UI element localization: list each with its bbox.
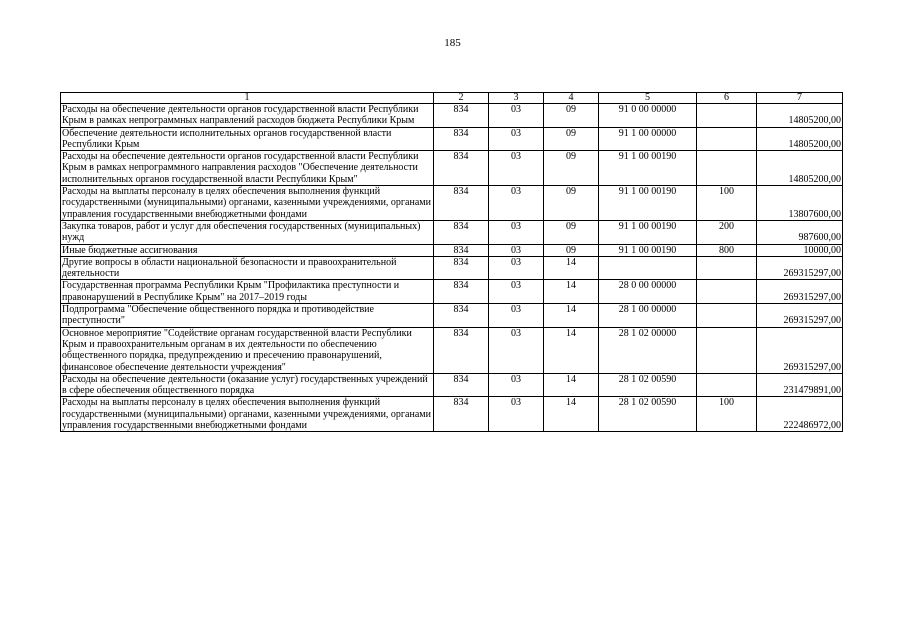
column-header: 3 <box>489 93 544 104</box>
ministry-code-cell: 834 <box>434 280 489 304</box>
expense-type-cell: 100 <box>697 186 757 221</box>
section-code-cell: 03 <box>489 186 544 221</box>
table-row <box>61 244 843 256</box>
table-row <box>61 220 843 244</box>
amount-cell: 14805200,00 <box>757 151 843 186</box>
subsection-code-cell: 09 <box>544 104 599 128</box>
expense-type-cell <box>697 304 757 328</box>
ministry-code-cell: 834 <box>434 373 489 397</box>
expense-type-cell <box>697 256 757 280</box>
ministry-code-cell: 834 <box>434 186 489 221</box>
ministry-code-cell: 834 <box>434 104 489 128</box>
expense-name-cell: Основное мероприятие "Содействие органам государственной власти Республики Крым и правоохранительным органам в их деятельности по обеспечению общественного порядка, предупреждению и пресечению правонарушений, финансовое обеспечение деятельности учреждения" <box>61 327 434 373</box>
ministry-code-cell: 834 <box>434 256 489 280</box>
amount-cell: 269315297,00 <box>757 280 843 304</box>
target-article-cell: 28 1 02 00590 <box>599 397 697 432</box>
amount-cell: 269315297,00 <box>757 304 843 328</box>
table-body <box>61 104 843 432</box>
table-row <box>61 304 843 328</box>
target-article-cell: 28 1 00 00000 <box>599 304 697 328</box>
page-number: 185 <box>444 37 461 49</box>
target-article-cell: 28 1 02 00000 <box>599 327 697 373</box>
expense-type-cell <box>697 151 757 186</box>
amount-cell: 14805200,00 <box>757 104 843 128</box>
expense-name-cell: Другие вопросы в области национальной безопасности и правоохранительной деятельности <box>61 256 434 280</box>
column-header: 7 <box>757 93 843 104</box>
expense-name-cell: Расходы на обеспечение деятельности (оказание услуг) государственных учреждений в сфере обеспечения общественного порядка <box>61 373 434 397</box>
section-code-cell: 03 <box>489 220 544 244</box>
ministry-code-cell: 834 <box>434 397 489 432</box>
table-row <box>61 186 843 221</box>
section-code-cell: 03 <box>489 151 544 186</box>
target-article-cell: 91 1 00 00190 <box>599 220 697 244</box>
expense-type-cell <box>697 127 757 151</box>
column-header: 5 <box>599 93 697 104</box>
column-header: 6 <box>697 93 757 104</box>
expense-name-cell: Государственная программа Республики Крым "Профилактика преступности и правонарушений в Республике Крым" на 2017–2019 годы <box>61 280 434 304</box>
section-code-cell: 03 <box>489 244 544 256</box>
amount-cell: 14805200,00 <box>757 127 843 151</box>
subsection-code-cell: 14 <box>544 397 599 432</box>
amount-cell: 987600,00 <box>757 220 843 244</box>
expense-type-cell <box>697 373 757 397</box>
expense-name-cell: Подпрограмма "Обеспечение общественного порядка и противодействие преступности" <box>61 304 434 328</box>
table-row <box>61 373 843 397</box>
ministry-code-cell: 834 <box>434 220 489 244</box>
budget-table <box>60 92 843 432</box>
expense-name-cell: Расходы на обеспечение деятельности органов государственной власти Республики Крым в рамках непрограммного направления расходов "Обеспечение деятельности исполнительных органов государственной власти Республики Крым" <box>61 151 434 186</box>
subsection-code-cell: 09 <box>544 244 599 256</box>
table-row <box>61 256 843 280</box>
section-code-cell: 03 <box>489 304 544 328</box>
ministry-code-cell: 834 <box>434 127 489 151</box>
target-article-cell: 91 0 00 00000 <box>599 104 697 128</box>
target-article-cell: 28 1 02 00590 <box>599 373 697 397</box>
section-code-cell: 03 <box>489 373 544 397</box>
target-article-cell: 91 1 00 00000 <box>599 127 697 151</box>
section-code-cell: 03 <box>489 327 544 373</box>
section-code-cell: 03 <box>489 256 544 280</box>
subsection-code-cell: 09 <box>544 186 599 221</box>
ministry-code-cell: 834 <box>434 244 489 256</box>
column-header: 2 <box>434 93 489 104</box>
expense-name-cell: Расходы на выплаты персоналу в целях обеспечения выполнения функций государственными (муниципальными) органами, казенными учреждениями, органами управления государственными внебюджетными фондами <box>61 186 434 221</box>
table-row <box>61 327 843 373</box>
expense-type-cell: 200 <box>697 220 757 244</box>
amount-cell: 269315297,00 <box>757 256 843 280</box>
target-article-cell: 91 1 00 00190 <box>599 151 697 186</box>
amount-cell: 222486972,00 <box>757 397 843 432</box>
amount-cell: 13807600,00 <box>757 186 843 221</box>
section-code-cell: 03 <box>489 280 544 304</box>
table-row <box>61 280 843 304</box>
subsection-code-cell: 09 <box>544 220 599 244</box>
section-code-cell: 03 <box>489 104 544 128</box>
section-code-cell: 03 <box>489 127 544 151</box>
table-row <box>61 104 843 128</box>
subsection-code-cell: 14 <box>544 256 599 280</box>
subsection-code-cell: 14 <box>544 327 599 373</box>
expense-type-cell <box>697 327 757 373</box>
expense-name-cell: Закупка товаров, работ и услуг для обеспечения государственных (муниципальных) нужд <box>61 220 434 244</box>
section-code-cell: 03 <box>489 397 544 432</box>
target-article-cell: 91 1 00 00190 <box>599 186 697 221</box>
expense-name-cell: Расходы на обеспечение деятельности органов государственной власти Республики Крым в рамках непрограммных направлений расходов бюджета Республики Крым <box>61 104 434 128</box>
subsection-code-cell: 14 <box>544 304 599 328</box>
expense-name-cell: Расходы на выплаты персоналу в целях обеспечения выполнения функций государственными (муниципальными) органами, казенными учреждениями, органами управления государственными внебюджетными фондами <box>61 397 434 432</box>
amount-cell: 231479891,00 <box>757 373 843 397</box>
amount-cell: 10000,00 <box>757 244 843 256</box>
amount-cell: 269315297,00 <box>757 327 843 373</box>
expense-name-cell: Иные бюджетные ассигнования <box>61 244 434 256</box>
ministry-code-cell: 834 <box>434 304 489 328</box>
expense-name-cell: Обеспечение деятельности исполнительных органов государственной власти Республики Крым <box>61 127 434 151</box>
subsection-code-cell: 14 <box>544 373 599 397</box>
table-header-row <box>61 93 843 104</box>
table-row <box>61 127 843 151</box>
ministry-code-cell: 834 <box>434 151 489 186</box>
expense-type-cell: 100 <box>697 397 757 432</box>
subsection-code-cell: 14 <box>544 280 599 304</box>
target-article-cell <box>599 256 697 280</box>
ministry-code-cell: 834 <box>434 327 489 373</box>
table-row <box>61 397 843 432</box>
expense-type-cell <box>697 104 757 128</box>
table-row <box>61 151 843 186</box>
target-article-cell: 91 1 00 00190 <box>599 244 697 256</box>
column-header: 1 <box>61 93 434 104</box>
target-article-cell: 28 0 00 00000 <box>599 280 697 304</box>
subsection-code-cell: 09 <box>544 127 599 151</box>
expense-type-cell: 800 <box>697 244 757 256</box>
expense-type-cell <box>697 280 757 304</box>
subsection-code-cell: 09 <box>544 151 599 186</box>
column-header: 4 <box>544 93 599 104</box>
